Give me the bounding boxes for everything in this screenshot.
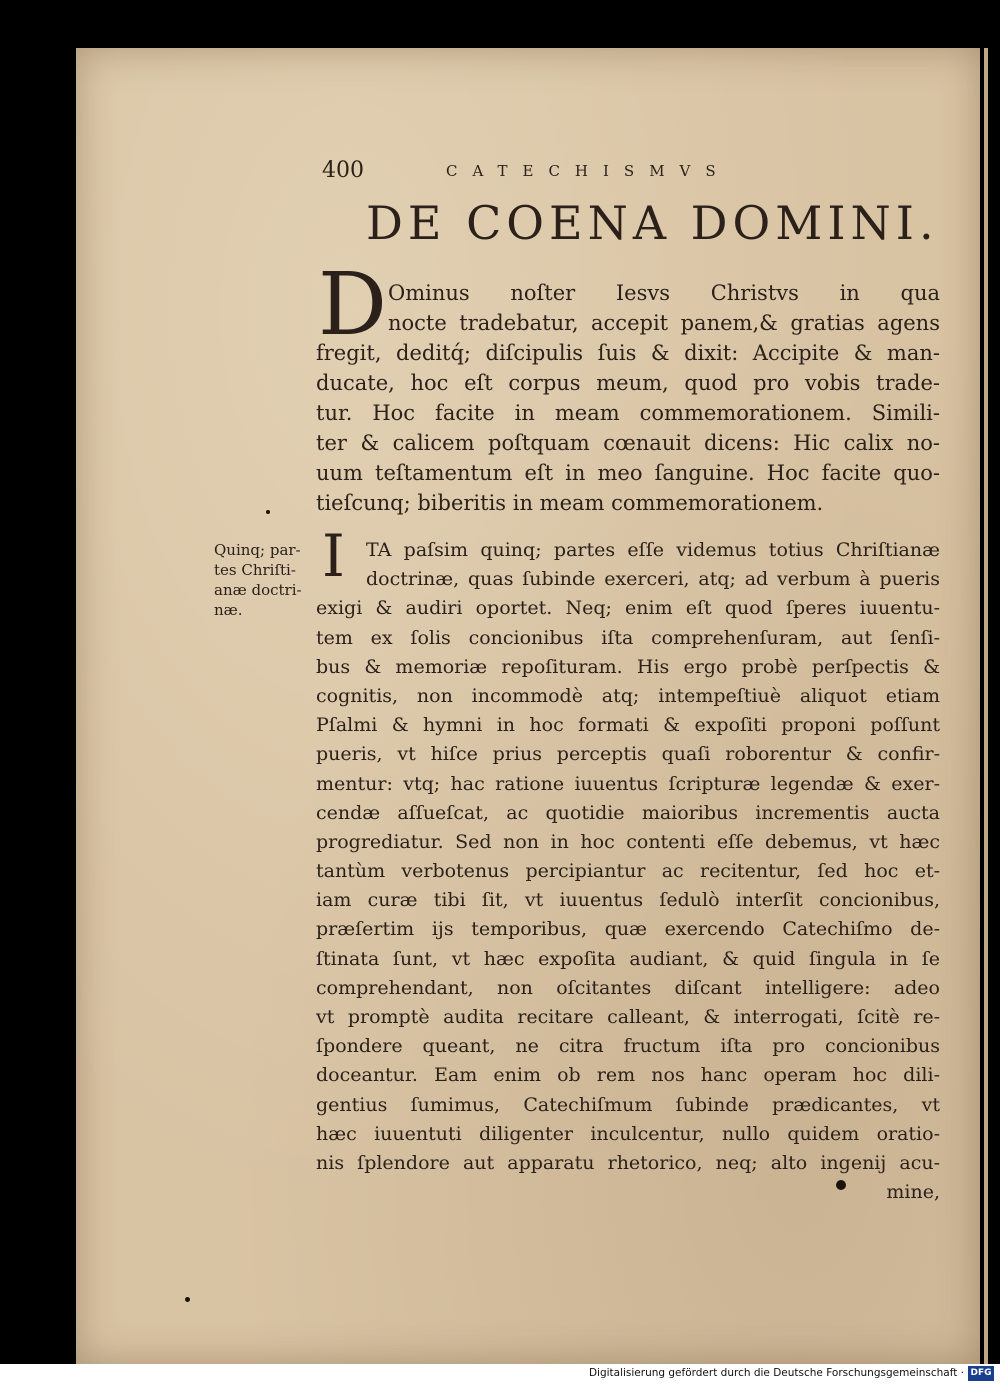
text-line: comprehendant, non oſcitantes diſcant intelligere: adeo	[316, 976, 940, 999]
margin-note-line: næ.	[214, 601, 243, 619]
chapter-title: DE COENA DOMINI.	[366, 196, 939, 250]
catchword: mine,	[886, 1181, 940, 1204]
text-line: tantùm verbotenus percipiantur ac recitentur, ſed hoc et-	[316, 860, 940, 883]
text-line: doctrinæ, quas ſubinde exerceri, atq; ad verbum à pueris	[366, 568, 940, 591]
ink-spot	[836, 1180, 846, 1190]
margin-note-line: anæ doctri-	[214, 581, 302, 599]
margin-note-line: Quinq; par-	[214, 541, 301, 559]
text-line: cognitis, non incommodè atq; intempeſtiuè aliquot etiam	[316, 684, 940, 707]
ink-spot	[266, 510, 270, 514]
ink-spot	[185, 1297, 190, 1302]
page-edge	[984, 48, 988, 1364]
text-line: pueris, vt hiſce prius perceptis quaſi roborentur & confir-	[316, 743, 940, 766]
text-line: TA paſsim quinq; partes eſſe videmus totius Chriſtianæ	[366, 539, 940, 561]
text-line: ſtinata ſunt, vt hæc expoſita audiant, & quid ſingula in ſe	[316, 947, 940, 970]
dfg-logo: DFG	[968, 1366, 994, 1381]
text-line: tieſcunq; biberitis in meam commemorationem.	[316, 491, 824, 515]
text-line: tur. Hoc facite in meam commemorationem. Simili-	[316, 401, 940, 425]
paragraph-one	[316, 278, 940, 518]
text-line: præſertim ijs temporibus, quæ exercendo Catechiſmo de-	[316, 918, 940, 941]
footer-bar	[0, 1364, 1000, 1384]
text-line: uum teſtamentum eſt in meo ſanguine. Hoc facite quo-	[316, 461, 940, 485]
text-line: ter & calicem poſtquam cœnauit dicens: Hic calix no-	[316, 431, 940, 455]
text-line: Pſalmi & hymni in hoc formati & expoſiti proponi poſſunt	[316, 714, 940, 737]
text-line: mentur: vtq; hac ratione iuuentus ſcripturæ legendæ & exer-	[316, 772, 940, 795]
text-line: progrediatur. Sed non in hoc contenti eſſe debemus, vt hæc	[316, 830, 940, 853]
running-title: CATECHISMVS	[446, 162, 731, 180]
text-line: iam curæ tibi ſit, vt iuuentus ſedulò interſit concionibus,	[316, 889, 940, 912]
text-line: nocte tradebatur, accepit panem,& gratias agens	[388, 311, 940, 335]
text-line: tem ex ſolis concionibus iſta comprehenſuram, aut ſenſi-	[316, 626, 940, 649]
text-line: ſpondere queant, ne citra fructum iſta pro concionibus	[316, 1035, 940, 1058]
margin-note	[214, 540, 310, 620]
text-line: doceantur. Eam enim ob rem nos hanc operam hoc dili-	[316, 1064, 940, 1087]
funding-credit: Digitalisierung gefördert durch die Deutsche Forschungsgemeinschaft ·	[588, 1367, 964, 1379]
text-line: gentius ſumimus, Catechiſmum ſubinde prædicantes, vt	[316, 1093, 940, 1116]
running-head	[322, 158, 842, 188]
drop-cap-i: I	[322, 522, 345, 590]
text-line: vt promptè audita recitare calleant, & interrogati, ſcitè re-	[316, 1006, 940, 1028]
text-line: nis ſplendore aut apparatu rhetorico, neq; alto ingenij acu-	[316, 1151, 940, 1174]
text-line: hæc iuuentuti diligenter inculcentur, nullo quidem oratio-	[316, 1122, 940, 1145]
text-line: exigi & audiri oportet. Neq; enim eſt quod ſperes iuuentu-	[316, 597, 940, 620]
margin-note-line: tes Chriſti-	[214, 561, 296, 579]
text-line: fregit, deditq́; diſcipulis ſuis & dixit: Accipite & man-	[316, 341, 940, 365]
paragraph-two	[316, 536, 940, 1207]
text-line: bus & memoriæ repoſituram. His ergo probè perſpectis &	[316, 655, 940, 678]
text-line: ducate, hoc eſt corpus meum, quod pro vobis trade-	[316, 371, 940, 395]
page-number: 400	[322, 158, 364, 183]
drop-cap-d: D	[318, 255, 387, 355]
text-line: cendæ aſſueſcat, ac quotidie maioribus incrementis aucta	[316, 801, 940, 824]
text-line: Ominus noſter Iesvs Christvs in qua	[388, 281, 940, 305]
